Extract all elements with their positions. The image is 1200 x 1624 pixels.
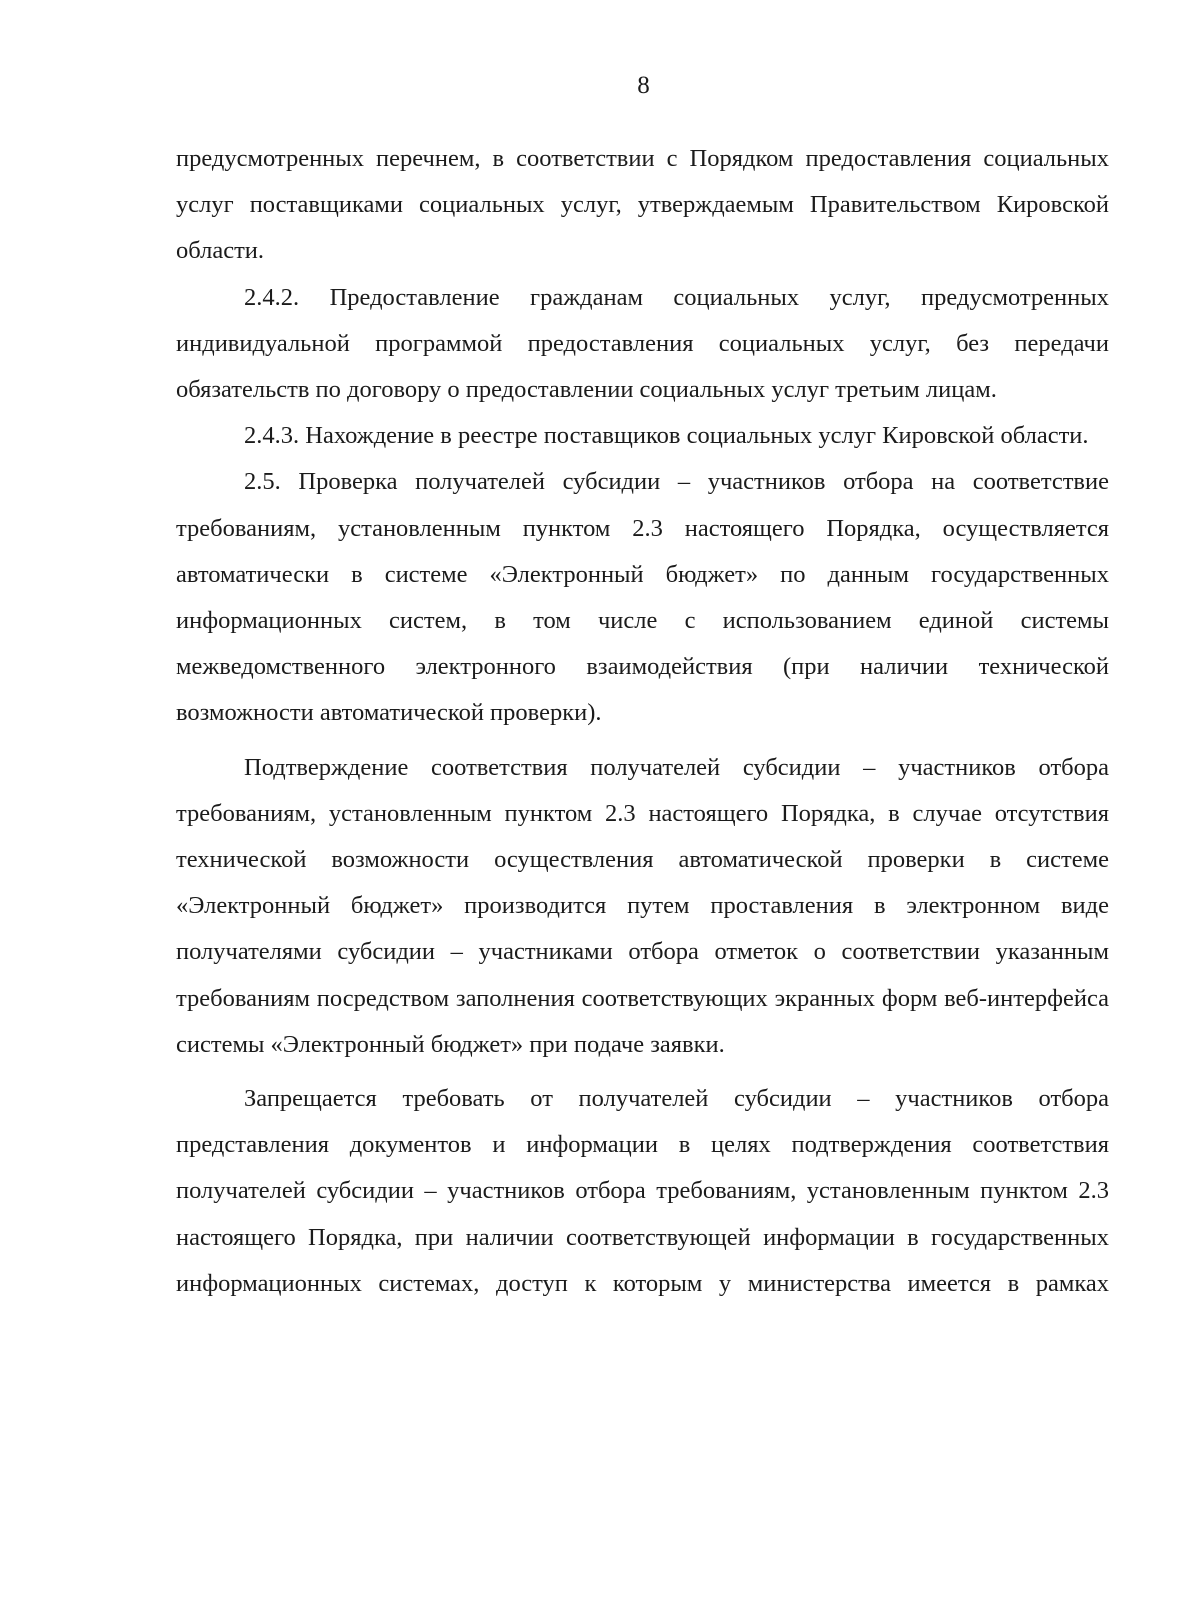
paragraph-prohibition: Запрещается требовать от получателей субсидии – участников отбора представления документов и информации в целях подтверждения соответствия получателей субсидии – участников отбора требованиям, установленным пунктом 2.3 настоящего Порядка, при наличии соответствующей информации в государственных информационных системах, доступ к которым у министерства имеется в рамках — [176, 1085, 1109, 1297]
paragraph-2-5: 2.5. Проверка получателей субсидии – участников отбора на соответствие требованиям, установленным пунктом 2.3 настоящего Порядка, осуществляется автоматически в системе «Электронный бюджет» по данным государственных информационных систем, в том числе с использованием единой системы межведомственного электронного взаимодействия (при наличии технической возможности автоматической проверки). — [176, 468, 1109, 727]
paragraph-confirmation: Подтверждение соответствия получателей субсидии – участников отбора требованиям, установленным пунктом 2.3 настоящего Порядка, в случае отсутствия технической возможности осуществления автоматической проверки в системе «Электронный бюджет» производится путем проставления в электронном виде получателями субсидии – участниками отбора отметок о соответствии указанным требованиям посредством заполнения соответствующих экранных форм веб-интерфейса системы «Электронный бюджет» при подаче заявки. — [176, 753, 1109, 1058]
paragraph-2-4-2: 2.4.2. Предоставление гражданам социальных услуг, предусмотренных индивидуальной программой предоставления социальных услуг, без передачи обязательств по договору о предоставлении социальных услуг третьим лицам. — [176, 283, 1109, 404]
document-body — [176, 136, 1109, 1307]
paragraph-continuation: предусмотренных перечнем, в соответствии с Порядком предоставления социальных услуг поставщиками социальных услуг, утверждаемым Правительством Кировской области. — [176, 145, 1109, 265]
page-number: 8 — [637, 72, 650, 99]
paragraph-2-4-3: 2.4.3. Нахождение в реестре поставщиков социальных услуг Кировской области. — [244, 422, 1089, 450]
